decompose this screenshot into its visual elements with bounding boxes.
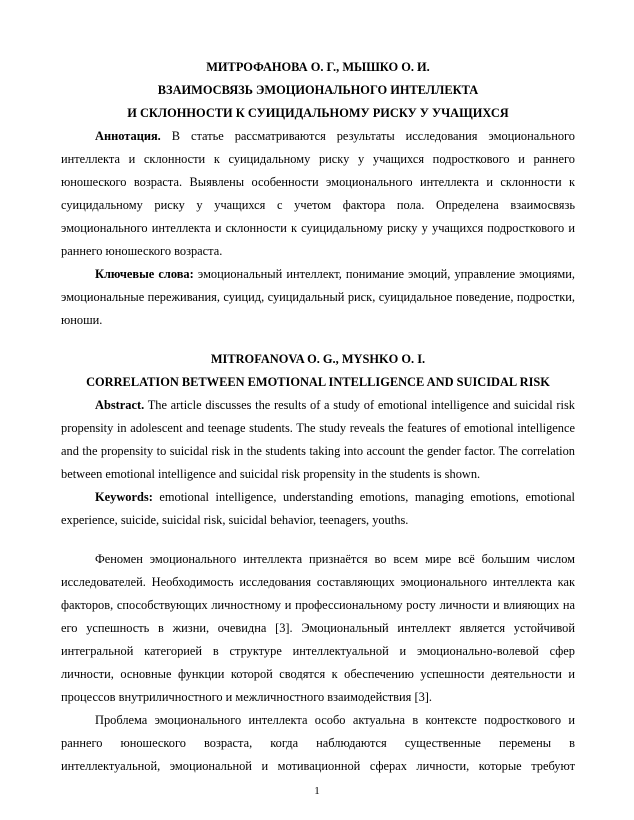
body-para1-line: его успешность в жизни, очевидна [3]. Эмоциональный интеллект является устойчивой [61,621,575,635]
en-keywords-line: Keywords: emotional intelligence, understanding emotions, managing emotions, emotional [95,490,575,504]
page-number: 1 [314,785,320,797]
en-authors: MITROFANOVA O. G., MYSHKO O. I. [210,352,426,366]
ru-abstract-line: интеллекта и склонности к суицидальному риску у учащихся подросткового и раннего [61,152,575,166]
ru-keywords-label: Ключевые слова: [95,267,194,281]
body-para1-line: процессов внутриличностного и межличностного взаимодействия [3]. [61,690,433,704]
ru-abstract-line: Аннотация. В статье рассматриваются результаты исследования эмоционального [95,129,575,143]
en-keywords-line: experience, suicide, suicidal risk, suicidal behavior, teenagers, youths. [61,513,409,527]
ru-title-line-1: ВЗАИМОСВЯЗЬ ЭМОЦИОНАЛЬНОГО ИНТЕЛЛЕКТА [157,83,479,97]
en-abstract-line: between emotional intelligence and suicidal risk propensity in the students is shown. [61,467,481,481]
body-para1-line: исследователей. Необходимость исследования составляющих эмоционального интеллекта как [61,575,575,589]
ru-abstract-line: юношеского возраста. Выявлены особенности эмоционального интеллекта и склонности к [61,175,575,189]
en-abstract-line: and the propensity to suicidal risk in the students taking into account the gender factor. The correlation [61,444,575,458]
ru-keywords-line: юноши. [61,313,103,327]
ru-authors: МИТРОФАНОВА О. Г., МЫШКО О. И. [206,60,430,74]
body-para2-line: Проблема эмоционального интеллекта особо актуальна в контексте подросткового и [95,713,575,727]
en-abstract-line: Abstract. The article discusses the results of a study of emotional intelligence and suicidal risk [95,398,575,412]
en-abstract-label: Abstract. [95,398,145,412]
body-para1-line: факторов, способствующих личностному и профессиональному росту личности и влияющих на [61,598,575,612]
en-keywords-label: Keywords: [95,490,153,504]
en-title: CORRELATION BETWEEN EMOTIONAL INTELLIGENCE AND SUICIDAL RISK [86,375,550,389]
body-para2-line: интеллектуальной, эмоциональной и мотивационной сферах личности, которые требуют [61,759,575,773]
ru-keywords-line: эмоциональные переживания, суицид, суицидальный риск, суицидальное поведение, подростки, [61,290,575,304]
en-abstract-line: propensity in adolescent and teenage students. The study reveals the features of emotional intelligence [61,421,575,435]
body-para1-line: личности, основные функции которой сводятся к обеспечению успешности деятельности и [61,667,575,681]
ru-keywords-line: Ключевые слова: эмоциональный интеллект, понимание эмоций, управление эмоциями, [95,267,576,281]
body-para1-line: Феномен эмоционального интеллекта признаётся во всем мире всё большим числом [95,552,575,566]
ru-title-line-2: И СКЛОННОСТИ К СУИЦИДАЛЬНОМУ РИСКУ У УЧАЩИХСЯ [127,106,509,120]
ru-abstract-label: Аннотация. [95,129,161,143]
ru-abstract-line: суицидальному риску у учащихся с учетом фактора пола. Определена взаимосвязь [61,198,575,212]
ru-abstract-line: раннего юношеского возраста. [61,244,223,258]
body-para2-line: раннего юношеского возраста, когда наблюдаются существенные перемены в [61,736,575,750]
ru-abstract-line: эмоционального интеллекта и склонности к суицидальному риску у учащихся подросткового и [61,221,575,235]
body-para1-line: интегральной категорией в структуре интеллектуальной и эмоционально-волевой сфер [61,644,575,658]
